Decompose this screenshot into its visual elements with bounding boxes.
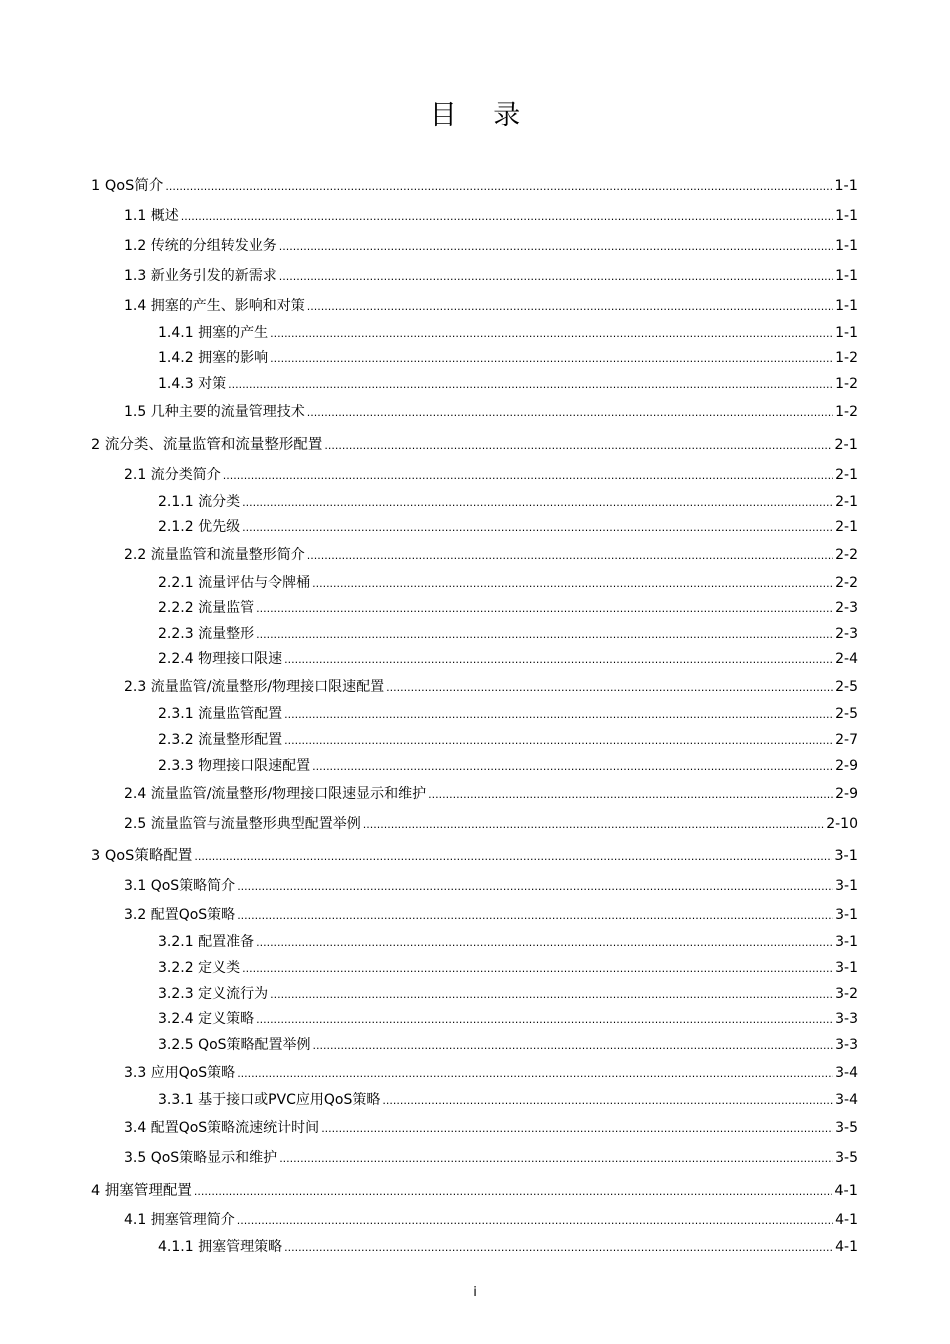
- toc-dot-leader: [256, 626, 833, 644]
- toc-dot-leader: [386, 679, 833, 697]
- toc-dot-leader: [237, 907, 833, 925]
- toc-entry-label: 1.4.2 拥塞的影响: [158, 350, 269, 366]
- toc-dot-leader: [284, 732, 833, 750]
- toc-entry-level-3[interactable]: [158, 985, 858, 1004]
- toc-dot-leader: [428, 786, 833, 804]
- toc-entry-page: 3-3: [835, 1037, 858, 1053]
- toc-entry-level-2[interactable]: [124, 466, 858, 485]
- toc-entry-label: 3.3 应用QoS策略: [124, 1065, 236, 1081]
- toc-dot-leader: [223, 467, 833, 485]
- toc-entry-level-3[interactable]: [158, 375, 858, 394]
- toc-entry-label: 2.2.2 流量监管: [158, 600, 255, 616]
- toc-entry-page: 3-4: [835, 1065, 858, 1081]
- toc-entry-level-2[interactable]: [124, 546, 858, 565]
- toc-entry-page: 1-1: [835, 268, 858, 284]
- toc-entry-level-2[interactable]: [124, 785, 858, 804]
- toc-entry-page: 4-1: [835, 1239, 858, 1255]
- toc-entry-level-3[interactable]: [158, 705, 858, 724]
- toc-entry-page: 1-1: [834, 178, 858, 194]
- toc-entry-label: 2 流分类、流量监管和流量整形配置: [91, 437, 323, 453]
- toc-entry-page: 1-2: [835, 350, 858, 366]
- toc-entry-level-2[interactable]: [124, 906, 858, 925]
- toc-entry-label: 4.1.1 拥塞管理策略: [158, 1239, 283, 1255]
- toc-entry-label: 1.4.3 对策: [158, 376, 227, 392]
- toc-dot-leader: [284, 706, 833, 724]
- toc-entry-label: 2.3 流量监管/流量整形/物理接口限速配置: [124, 679, 385, 695]
- toc-entry-page: 3-5: [835, 1150, 858, 1166]
- toc-entry-label: 2.3.2 流量整形配置: [158, 732, 283, 748]
- toc-dot-leader: [256, 600, 833, 618]
- toc-entry-label: 2.2.3 流量整形: [158, 626, 255, 642]
- toc-entry-label: 2.2.1 流量评估与令牌桶: [158, 575, 311, 591]
- toc-entry-label: 3.2.5 QoS策略配置举例: [158, 1037, 311, 1053]
- toc-entry-level-3[interactable]: [158, 625, 858, 644]
- toc-entry-page: 2-9: [835, 786, 858, 802]
- toc-entry-label: 4 拥塞管理配置: [91, 1183, 192, 1199]
- toc-entry-level-3[interactable]: [158, 574, 858, 593]
- toc-entry-page: 3-1: [835, 878, 858, 894]
- toc-entry-level-2[interactable]: [124, 1119, 858, 1138]
- toc-entry-level-3[interactable]: [158, 493, 858, 512]
- toc-entry-level-3[interactable]: [158, 599, 858, 618]
- toc-entry-label: 1.4 拥塞的产生、影响和对策: [124, 298, 305, 314]
- toc-dot-leader: [313, 1037, 834, 1055]
- toc-dot-leader: [307, 547, 833, 565]
- toc-dot-leader: [237, 1065, 833, 1083]
- page-number: i: [473, 1285, 477, 1300]
- toc-dot-leader: [279, 238, 833, 256]
- toc-entry-page: 2-1: [835, 519, 858, 535]
- toc-entry-label: 4.1 拥塞管理简介: [124, 1212, 235, 1228]
- toc-dot-leader: [228, 376, 833, 394]
- toc-entry-page: 3-1: [835, 907, 858, 923]
- toc-entry-label: 3.1 QoS策略简介: [124, 878, 236, 894]
- toc-entry-page: 1-1: [835, 238, 858, 254]
- toc-entry-label: 1.5 几种主要的流量管理技术: [124, 404, 305, 420]
- toc-entry-label: 2.1 流分类简介: [124, 467, 221, 483]
- toc-entry-level-3[interactable]: [158, 1238, 858, 1257]
- toc-dot-leader: [284, 651, 833, 669]
- toc-dot-leader: [194, 848, 832, 866]
- toc-entry-label: 2.3.1 流量监管配置: [158, 706, 283, 722]
- toc-entry-label: 2.2.4 物理接口限速: [158, 651, 283, 667]
- toc-entry-label: 1.1 概述: [124, 208, 179, 224]
- toc-entry-level-2[interactable]: [124, 403, 858, 422]
- toc-dot-leader: [307, 298, 833, 316]
- toc-dot-leader: [279, 268, 833, 286]
- toc-entry-label: 2.5 流量监管与流量整形典型配置举例: [124, 816, 361, 832]
- toc-entry-level-2[interactable]: [124, 297, 858, 316]
- toc-entry-page: 2-5: [835, 706, 858, 722]
- toc-dot-leader: [181, 208, 833, 226]
- toc-entry-level-3[interactable]: [158, 731, 858, 750]
- toc-dot-leader: [363, 816, 825, 834]
- toc-entry-level-2[interactable]: [124, 1211, 858, 1230]
- toc-entry-level-2[interactable]: [124, 815, 858, 834]
- toc-entry-page: 3-5: [835, 1120, 858, 1136]
- toc-entry-label: 1.2 传统的分组转发业务: [124, 238, 277, 254]
- toc-entry-label: 3.2.2 定义类: [158, 960, 241, 976]
- toc-dot-leader: [270, 350, 833, 368]
- toc-entry-level-2[interactable]: [124, 207, 858, 226]
- toc-dot-leader: [242, 960, 833, 978]
- toc-dot-leader: [382, 1092, 833, 1110]
- toc-entry-level-2[interactable]: [124, 1149, 858, 1168]
- toc-entry-level-2[interactable]: [124, 267, 858, 286]
- toc-entry-page: 2-7: [835, 732, 858, 748]
- toc-entry-page: 2-3: [835, 626, 858, 642]
- toc-entry-page: 2-10: [826, 816, 858, 832]
- toc-dot-leader: [242, 494, 833, 512]
- toc-entry-level-2[interactable]: [124, 237, 858, 256]
- toc-dot-leader: [279, 1150, 833, 1168]
- toc-entry-level-3[interactable]: [158, 959, 858, 978]
- toc-entry-page: 3-1: [834, 848, 858, 864]
- toc-entry-label: 2.2 流量监管和流量整形简介: [124, 547, 305, 563]
- toc-entry-page: 4-1: [835, 1212, 858, 1228]
- toc-entry-page: 3-3: [835, 1011, 858, 1027]
- toc-entry-page: 2-4: [835, 651, 858, 667]
- toc-entry-level-2[interactable]: [124, 1064, 858, 1083]
- toc-entry-level-3[interactable]: [158, 518, 858, 537]
- toc-entry-page: 4-1: [834, 1183, 858, 1199]
- toc-entry-level-2[interactable]: [124, 877, 858, 896]
- page-title: 目 录: [429, 100, 535, 131]
- toc-entry-level-1[interactable]: [91, 1182, 858, 1201]
- toc-entry-page: 1-1: [835, 298, 858, 314]
- toc-dot-leader: [194, 1183, 832, 1201]
- toc-entry-level-3[interactable]: [158, 650, 858, 669]
- toc-dot-leader: [256, 1011, 833, 1029]
- toc-entry-label: 3.3.1 基于接口或PVC应用QoS策略: [158, 1092, 381, 1108]
- toc-entry-label: 3.4 配置QoS策略流速统计时间: [124, 1120, 320, 1136]
- toc-entry-page: 3-4: [835, 1092, 858, 1108]
- toc-dot-leader: [270, 986, 833, 1004]
- toc-dot-leader: [312, 758, 833, 776]
- toc-entry-page: 2-1: [835, 467, 858, 483]
- toc-entry-label: 3.5 QoS策略显示和维护: [124, 1150, 278, 1166]
- toc-entry-page: 1-2: [835, 376, 858, 392]
- toc-entry-page: 2-9: [835, 758, 858, 774]
- toc-entry-label: 1.3 新业务引发的新需求: [124, 268, 277, 284]
- toc-entry-page: 2-1: [835, 494, 858, 510]
- toc-entry-label: 2.4 流量监管/流量整形/物理接口限速显示和维护: [124, 786, 427, 802]
- toc-dot-leader: [242, 519, 833, 537]
- toc-dot-leader: [284, 1239, 833, 1257]
- toc-dot-leader: [237, 1212, 833, 1230]
- toc-entry-level-3[interactable]: [158, 757, 858, 776]
- toc-entry-label: 2.1.1 流分类: [158, 494, 241, 510]
- toc-dot-leader: [256, 934, 833, 952]
- toc-entry-page: 2-2: [835, 547, 858, 563]
- toc-entry-level-3[interactable]: [158, 349, 858, 368]
- toc-entry-label: 2.3.3 物理接口限速配置: [158, 758, 311, 774]
- toc-entry-page: 2-2: [835, 575, 858, 591]
- toc-dot-leader: [165, 178, 832, 196]
- toc-entry-label: 3.2.3 定义流行为: [158, 986, 269, 1002]
- toc-entry-page: 2-1: [834, 437, 858, 453]
- toc-entry-level-2[interactable]: [124, 678, 858, 697]
- toc-dot-leader: [307, 404, 833, 422]
- toc-entry-label: 3.2.4 定义策略: [158, 1011, 255, 1027]
- toc-entry-level-3[interactable]: [158, 1010, 858, 1029]
- toc-entry-page: 3-1: [835, 934, 858, 950]
- toc-dot-leader: [324, 437, 832, 455]
- toc-entry-page: 3-2: [835, 986, 858, 1002]
- toc-entry-page: 2-5: [835, 679, 858, 695]
- toc-entry-level-3[interactable]: [158, 1091, 858, 1110]
- toc-dot-leader: [312, 575, 833, 593]
- toc-entry-page: 1-1: [835, 208, 858, 224]
- toc-entry-label: 3.2 配置QoS策略: [124, 907, 236, 923]
- toc-dot-leader: [237, 878, 833, 896]
- toc-entry-page: 3-1: [835, 960, 858, 976]
- toc-dot-leader: [321, 1120, 833, 1138]
- toc-entry-level-1[interactable]: [91, 177, 858, 196]
- toc-entry-level-3[interactable]: [158, 324, 858, 343]
- toc-dot-leader: [270, 325, 833, 343]
- toc-entry-label: 3.2.1 配置准备: [158, 934, 255, 950]
- toc-entry-level-1[interactable]: [91, 436, 858, 455]
- toc-entry-label: 1 QoS简介: [91, 178, 164, 194]
- toc-entry-page: 1-1: [835, 325, 858, 341]
- toc-entry-label: 1.4.1 拥塞的产生: [158, 325, 269, 341]
- toc-entry-page: 1-2: [835, 404, 858, 420]
- toc-entry-page: 2-3: [835, 600, 858, 616]
- toc-entry-level-3[interactable]: [158, 933, 858, 952]
- toc-entry-level-1[interactable]: [91, 847, 858, 866]
- toc-entry-label: 2.1.2 优先级: [158, 519, 241, 535]
- toc-entry-level-3[interactable]: [158, 1036, 858, 1055]
- toc-entry-label: 3 QoS策略配置: [91, 848, 193, 864]
